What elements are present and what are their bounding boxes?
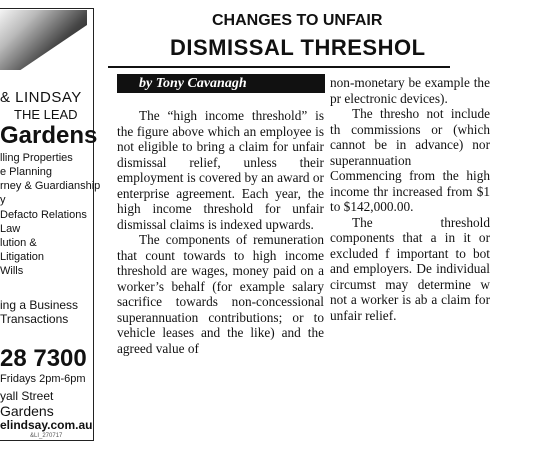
service-item: Transactions: [0, 312, 69, 326]
service-item: lling Properties: [0, 152, 73, 164]
service-item: rney & Guardianship: [0, 180, 101, 192]
service-item: e Planning: [0, 166, 52, 178]
service-item: Litigation: [0, 251, 45, 263]
article-column-1: [117, 108, 324, 356]
law-firm-advertisement: [0, 0, 100, 450]
ad-reference: &LI_270717: [30, 433, 63, 439]
paragraph: non-monetary be example the pr electronic devices).: [330, 75, 490, 106]
service-item: Law: [0, 223, 21, 235]
street-address: yall Street: [0, 389, 54, 403]
office-hours: Fridays 2pm-6pm: [0, 373, 86, 385]
service-item: lution &: [0, 237, 37, 249]
paragraph: The components of remuneration that count towards to high income threshold are wages, money paid on a worker’s behalf (for example salary sacrifice towards non-concessional superannuation contributions; or to vehicle leases and the like) and the agreed value of: [117, 232, 324, 356]
firm-tagline: THE LEAD: [14, 107, 78, 122]
phone-number: 28 7300: [0, 345, 87, 372]
headline-line-2: DISMISSAL THRESHOL: [170, 35, 426, 60]
firm-name: & LINDSAY: [0, 89, 82, 106]
paragraph: The thresho not include th commissions or (which cannot be in advance) nor superannuation: [330, 106, 490, 168]
service-item: Defacto Relations: [0, 209, 87, 221]
paragraph: The threshold components that a in it or excluded f important to bot and employers. De individual circumst may determine w not a worker is ab a claim for unfair relief.: [330, 214, 490, 323]
paragraph: Commencing from the high income thr increased from $1 to $142,000.00.: [330, 168, 490, 214]
headline-line-1: CHANGES TO UNFAIR: [212, 12, 383, 29]
paragraph: The “high income threshold” is the figure above which an employee is not eligible to bring a claim for unfair dismissal relief, unless their employment is covered by an award or enterprise agreement. Each year, the high income threshold for unfair dismissal claims is indexed upwards.: [117, 108, 324, 232]
service-item: ing a Business: [0, 298, 79, 312]
office-name: Gardens: [0, 122, 98, 149]
website-link[interactable]: elindsay.com.au: [0, 418, 93, 432]
byline: by Tony Cavanagh: [117, 74, 325, 93]
town-name: Gardens: [0, 403, 54, 419]
service-item: Wills: [0, 265, 24, 277]
article-column-2: [330, 75, 490, 323]
headline-rule: [108, 66, 450, 68]
service-item: y: [0, 194, 6, 206]
